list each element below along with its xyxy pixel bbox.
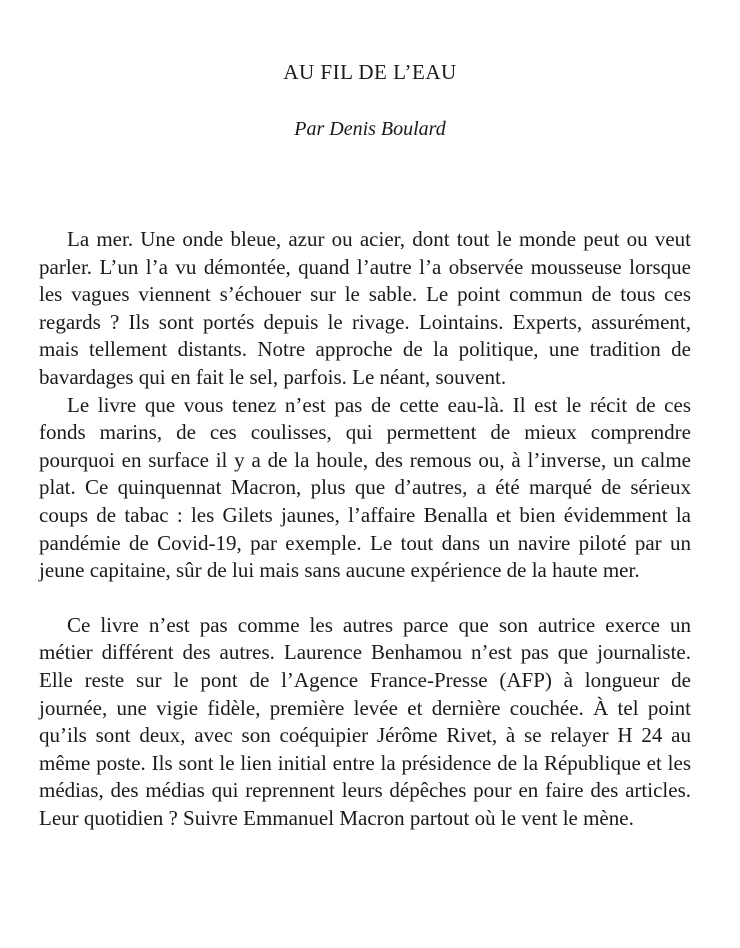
body-text <box>39 226 691 832</box>
paragraph: Le livre que vous tenez n’est pas de cette eau-là. Il est le récit de ces fonds marins, de ces coulisses, qui permettent de mieux comprendre pourquoi en surface il y a de la houle, des remous ou, à l’inverse, un calme plat. Ce quinquennat Macron, plus que d’autres, a été marqué de sérieux coups de tabac : les Gilets jaunes, l’affaire Benalla et bien évidemment la pandémie de Covid-19, par exemple. Le tout dans un navire piloté par un jeune capitaine, sûr de lui mais sans aucune expérience de la haute mer. <box>39 392 691 583</box>
author-byline: Par Denis Boulard <box>294 118 446 140</box>
paragraph: La mer. Une onde bleue, azur ou acier, dont tout le monde peut ou veut parler. L’un l’a vu démontée, quand l’autre l’a observée mousseuse lorsque les vagues viennent s’échouer sur le sable. Le point commun de tous ces regards ? Ils sont portés depuis le rivage. Lointains. Experts, assurément, mais tellement distants. Notre approche de la politique, une tradition de bavardages qui en fait le sel, parfois. Le néant, souvent. <box>39 227 691 389</box>
paragraph: Ce livre n’est pas comme les autres parce que son autrice exerce un métier différent des autres. Laurence Benhamou n’est pas que journaliste. Elle reste sur le pont de l’Agence France-Presse (AFP) à longueur de journée, une vigie fidèle, première levée et dernière couchée. À tel point qu’ils sont deux, avec son coéquipier Jérôme Rivet, à se relayer H 24 au même poste. Ils sont le lien initial entre la présidence de la République et les médias, des médias qui reprennent leurs dépêches pour en faire des articles. Leur quotidien ? Suivre Emmanuel Macron partout où le vent le mène. <box>39 612 691 830</box>
chapter-title: AU FIL DE L’EAU <box>283 60 457 84</box>
